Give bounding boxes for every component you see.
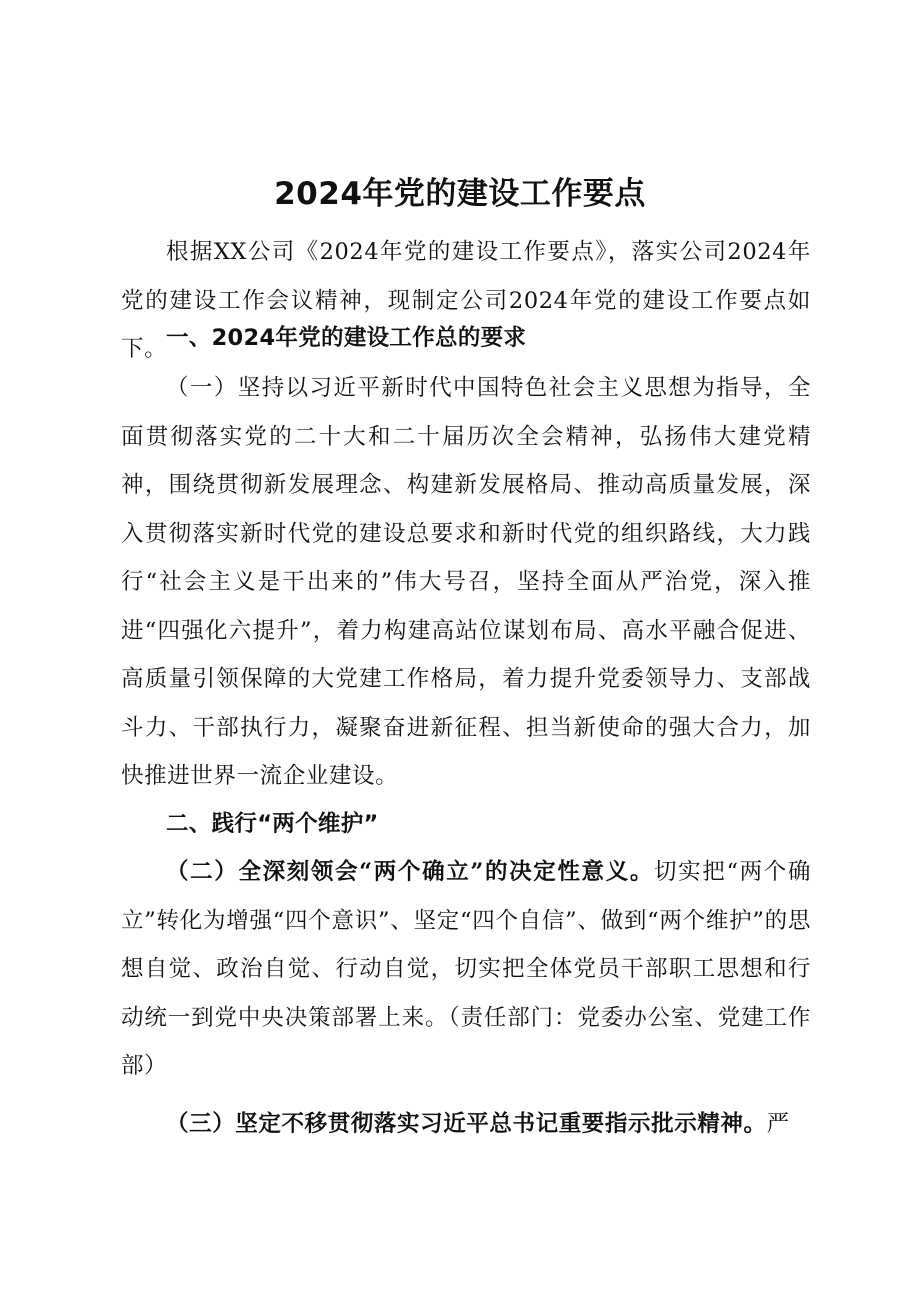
item-three-body: 严 — [766, 1111, 790, 1137]
section-one-heading: 一、2024年党的建设工作总的要求 — [166, 325, 527, 351]
section-two-item-three — [121, 1100, 811, 1149]
item-two-body: 切实把“两个确立”转化为增强“四个意识”、坚定“四个自信”、做到“两个维护”的思想自觉、政治自觉、行动自觉，切实把全体党员干部职工思想和行动统一到党中央决策部署上来。（责任部门：党委办公室、党建工作部） — [121, 859, 811, 1079]
intro-paragraph: 根据XX公司《2024年党的建设工作要点》，落实公司2024年党的建设工作会议精神，现制定公司2024年党的建设工作要点如下。 — [121, 239, 811, 362]
section-one-item-one: （一）坚持以习近平新时代中国特色社会主义思想为指导，全面贯彻落实党的二十大和二十届历次全会精神，弘扬伟大建党精神，围绕贯彻新发展理念、构建新发展格局、推动高质量发展，深入贯彻落实新时代党的建设总要求和新时代党的组织路线，大力践行“社会主义是干出来的”伟大号召，坚持全面从严治党，深入推进“四强化六提升”，着力构建高站位谋划布局、高水平融合促进、高质量引领保障的大党建工作格局，着力提升党委领导力、支部战斗力、干部执行力，凝聚奋进新征程、担当新使命的强大合力，加快推进世界一流企业建设。 — [121, 375, 811, 789]
item-three-lead: （三）坚定不移贯彻落实习近平总书记重要指示批示精神。 — [166, 1111, 767, 1137]
item-two-lead: （二）全深刻领会“两个确立”的决定性意义。 — [166, 859, 654, 885]
section-two-item-two — [121, 848, 811, 1091]
section-two-heading: 二、践行“两个维护” — [166, 811, 379, 837]
document-title: 2024年党的建设工作要点 — [274, 176, 646, 212]
